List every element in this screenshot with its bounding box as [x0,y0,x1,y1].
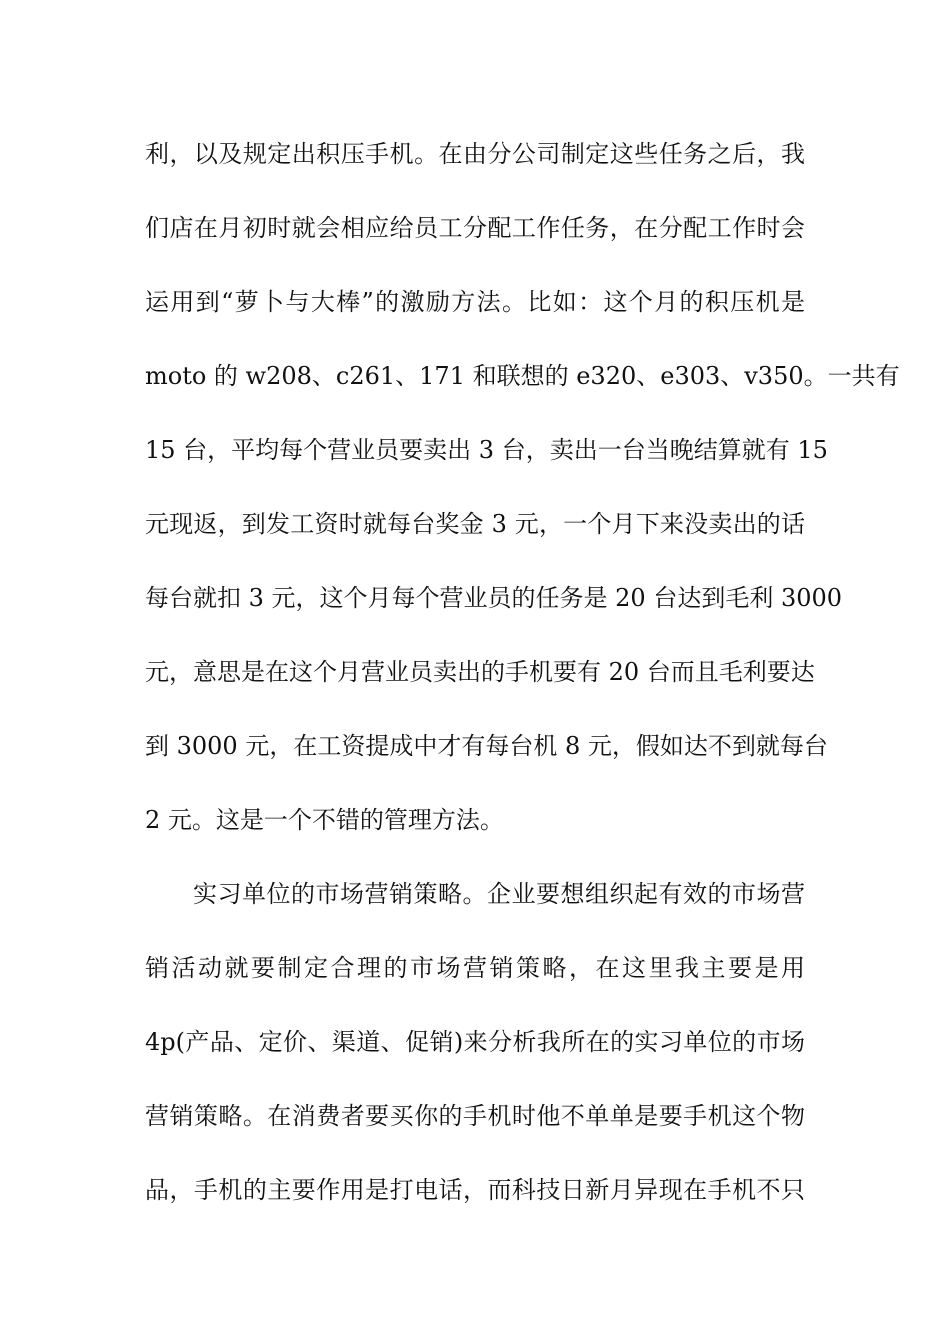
text-line-10: 2 元。这是一个不错的管理方法。 [145,806,504,834]
text-line-12: 销活动就要制定合理的市场营销策略，在这里我主要是用 [145,954,805,982]
text-line-6: 元现返，到发工资时就每台奖金 3 元，一个月下来没卖出的话 [145,510,805,538]
text-line-9: 到 3000 元，在工资提成中才有每台机 8 元，假如达不到就每台 [145,732,828,760]
text-line-13: 4p(产品、定价、渠道、促销)来分析我所在的实习单位的市场 [145,1028,805,1056]
text-line-4: moto 的 w208、c261、171 和联想的 e320、e303、v350。一共有 [145,362,900,390]
text-line-14: 营销策略。在消费者要买你的手机时他不单单是要手机这个物 [145,1102,805,1130]
text-line-7: 每台就扣 3 元，这个月每个营业员的任务是 20 台达到毛利 3000 [145,584,843,612]
text-line-15: 品，手机的主要作用是打电话，而科技日新月异现在手机不只 [145,1176,805,1204]
text-line-8: 元，意思是在这个月营业员卖出的手机要有 20 台而且毛利要达 [145,658,815,686]
text-line-11: 实习单位的市场营销策略。企业要想组织起有效的市场营 [193,880,805,908]
text-line-5: 15 台，平均每个营业员要卖出 3 台，卖出一台当晚结算就有 15 [145,436,828,464]
text-line-2: 们店在月初时就会相应给员工分配工作任务，在分配工作时会 [145,214,805,242]
text-line-3: 运用到“萝卜与大棒”的激励方法。比如：这个月的积压机是 [145,288,805,316]
text-line-1: 利，以及规定出积压手机。在由分公司制定这些任务之后，我 [145,140,805,168]
